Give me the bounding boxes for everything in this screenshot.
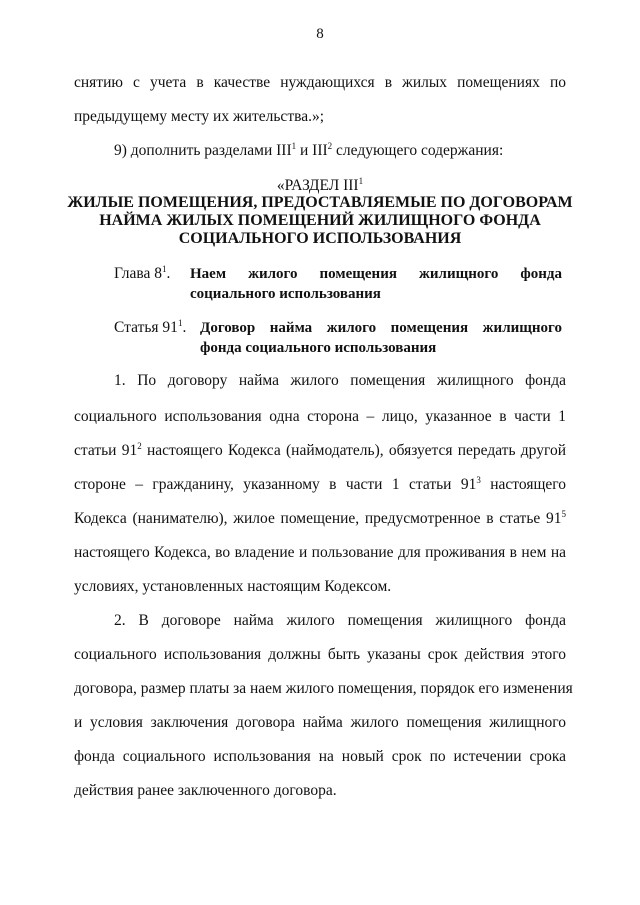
article-title-line-2: фонда социального использования	[200, 340, 437, 356]
para-1-line-5	[74, 509, 566, 529]
para-1-line-4-pre: стороне – гражданину, указанному в части 1 статьи 91	[74, 476, 477, 493]
section-title-line-3: СОЦИАЛЬНОГО ИСПОЛЬЗОВАНИЯ	[178, 230, 462, 247]
para-1-line-4-post: настоящего	[480, 476, 566, 493]
section-label-sup: 1	[358, 175, 364, 186]
section-title-line-2: НАЙМА ЖИЛЫХ ПОМЕЩЕНИЙ ЖИЛИЩНОГО ФОНДА	[99, 212, 541, 229]
para-2-line-3: договора, размер платы за наем жилого помещения, порядок его изменения	[74, 680, 573, 697]
para-2-line-5: фонда социального использования на новый срок по истечении срока	[74, 748, 566, 765]
item-9-post: следующего содержания:	[332, 142, 504, 159]
para-2-line-6: действия ранее заключенного договора.	[74, 782, 337, 799]
chapter-title-line-1: Наем жилого помещения жилищного фонда	[190, 266, 562, 282]
para-2-line-1: 2. В договоре найма жилого помещения жилищного фонда	[114, 612, 566, 629]
chapter-label-sup: 1	[162, 263, 167, 274]
para-1-line-7: условиях, установленных настоящим Кодексом.	[74, 578, 392, 595]
para-1-line-6: настоящего Кодекса, во владение и пользование для проживания в нем на	[74, 544, 566, 561]
item-9-sup-1: 1	[291, 140, 297, 151]
para-1-line-5-pre: Кодекса (нанимателю), жилое помещение, предусмотренное в статье 91	[74, 510, 562, 527]
section-label-text: «РАЗДЕЛ III	[276, 177, 359, 194]
item-9-sup-2: 2	[327, 140, 333, 151]
chapter-label-dot: .	[166, 265, 171, 282]
para-1-line-5-sup: 5	[561, 508, 566, 519]
section-label	[60, 176, 580, 196]
item-9-mid: и III	[296, 142, 328, 159]
para-1-line-4	[74, 475, 566, 495]
chapter-label	[114, 264, 170, 284]
para-2-line-4: и условия заключения договора найма жилого помещения жилищного	[74, 714, 566, 731]
article-title-line-1: Договор найма жилого помещения жилищного	[200, 320, 562, 336]
page-number: 8	[316, 26, 324, 42]
item-9-pre: 9) дополнить разделами III	[114, 142, 292, 159]
intro-line-1: снятию с учета в качестве нуждающихся в жилых помещениях по	[74, 74, 566, 91]
chapter-label-text: Глава 8	[114, 265, 163, 282]
para-1-line-2: социального использования одна сторона – лицо, указанное в части 1	[74, 408, 566, 425]
para-1-line-4-sup: 3	[476, 474, 481, 485]
article-label-text: Статья 91	[114, 319, 178, 336]
article-label-dot: .	[182, 319, 187, 336]
intro-line-2: предыдущему месту их жительства.»;	[74, 108, 325, 125]
chapter-title-line-2: социального использования	[190, 286, 381, 302]
para-1-line-3-post: настоящего Кодекса (наймодатель), обязуется передать другой	[141, 442, 566, 459]
para-1-line-3	[74, 441, 566, 461]
item-9-line	[114, 141, 554, 161]
para-1-line-3-pre: статьи 91	[74, 442, 138, 459]
para-1-line-1: 1. По договору найма жилого помещения жилищного фонда	[114, 372, 566, 389]
para-1-line-3-sup: 2	[137, 440, 142, 451]
article-label	[114, 318, 186, 338]
article-label-sup: 1	[177, 317, 183, 328]
para-2-line-2: социального использования должны быть указаны срок действия этого	[74, 646, 566, 663]
section-title-line-1: ЖИЛЫЕ ПОМЕЩЕНИЯ, ПРЕДОСТАВЛЯЕМЫЕ ПО ДОГОВОРАМ	[67, 194, 573, 211]
